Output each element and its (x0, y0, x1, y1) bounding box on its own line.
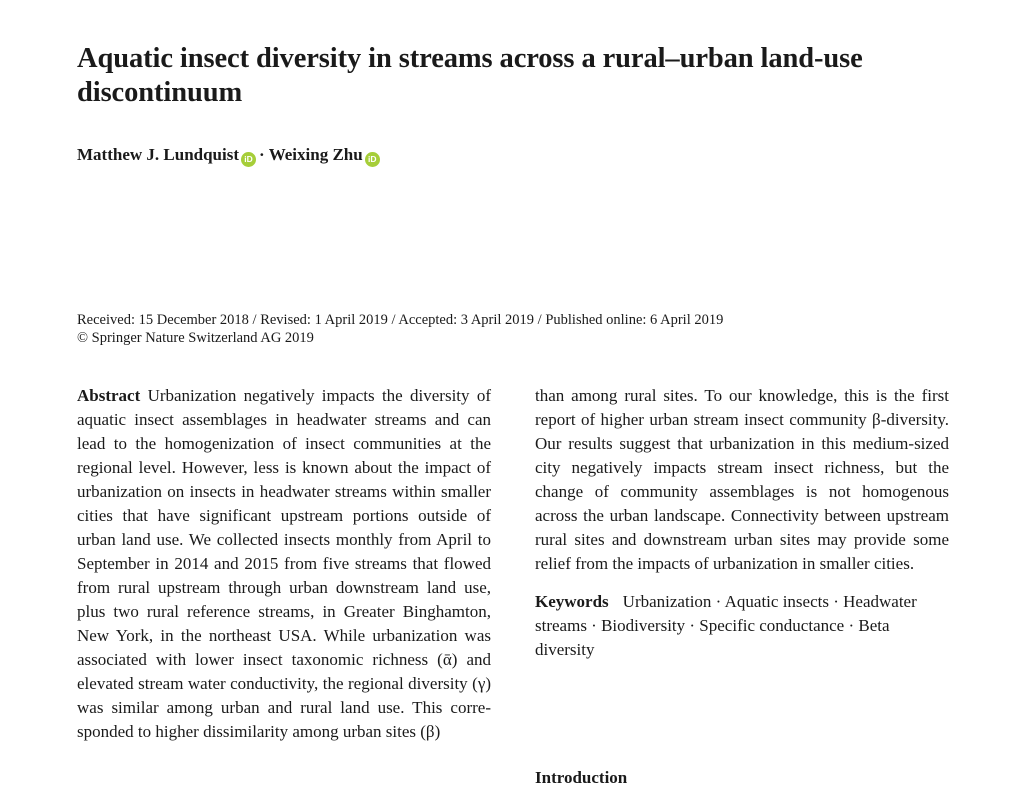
introduction-heading: Introduction (535, 768, 628, 787)
abstract-column-right (535, 384, 949, 662)
abstract-label: Abstract (77, 386, 141, 405)
article-history (77, 311, 723, 347)
author-separator: · (259, 145, 265, 164)
orcid-icon[interactable]: iD (365, 152, 380, 167)
orcid-icon[interactable]: iD (241, 152, 256, 167)
author-name[interactable]: Matthew J. Lundquist (77, 145, 240, 164)
abstract-column-left (77, 384, 491, 744)
keywords-text: Urbanization · Aquatic insects · Headwater streams · Biodiversity · Specific conductance · Beta diversity (535, 592, 917, 659)
abstract-paragraph (77, 384, 491, 744)
keywords-label: Keywords (535, 592, 609, 611)
keywords-block (535, 590, 949, 662)
abstract-text-left: Urbanization negatively impacts the diversity of aquatic insect assemblages in headwater streams and can lead to the homogenization of insect communities at the regional level. However, less is known about the impact of urbanization on insects in headwater streams within smaller cities that have significant upstream portions outside of urban land use. We collected insects monthly from April to September in 2014 and 2015 from five streams that flowed from rural upstream through urban downstream land use, plus two rural reference streams, in Greater Binghamton, New York, in the northeast USA. While urbanization was associated with lower insect taxonomic richness (ᾱ) and elevated stream water conductivity, the regional diversity (γ) was similar among urban and rural land use. This corresponded to higher dissimilarity among urban sites (β) (77, 386, 491, 741)
author-name[interactable]: Weixing Zhu (268, 145, 363, 164)
abstract-text-right: than among rural sites. To our knowledge, this is the first report of higher urban stream insect community β-diversity. Our results suggest that urbanization in this medium-sized city negatively impacts stream insect richness, but the change of community assemblages is not homogenous across the urban landscape. Connectivity between upstream rural sites and downstream urban sites may provide some relief from the impacts of urbanization in smaller cities. (535, 386, 949, 573)
history-dates: Received: 15 December 2018 / Revised: 1 April 2019 / Accepted: 3 April 2019 / Published online: 6 April 2019 (77, 312, 724, 328)
copyright-line: © Springer Nature Switzerland AG 2019 (77, 330, 314, 346)
article-title: Aquatic insect diversity in streams across a rural–urban land-use discontinuum (77, 43, 863, 108)
author-list (77, 145, 380, 167)
